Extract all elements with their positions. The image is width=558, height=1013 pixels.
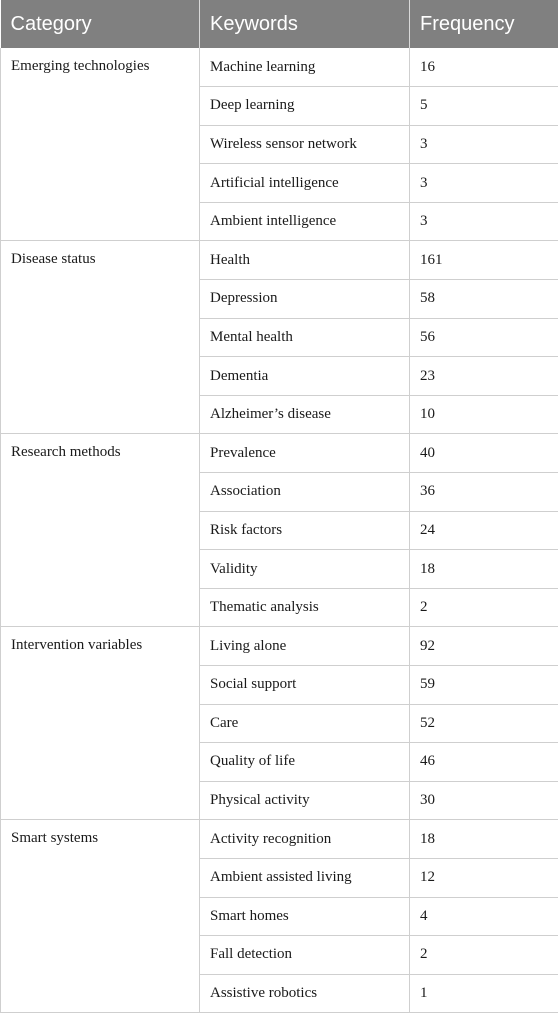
frequency-cell: 58 bbox=[410, 280, 558, 319]
frequency-cell: 30 bbox=[410, 781, 558, 820]
keyword-cell: Machine learning bbox=[200, 48, 410, 87]
frequency-cell: 18 bbox=[410, 820, 558, 859]
keyword-cell: Risk factors bbox=[200, 511, 410, 550]
keyword-cell: Validity bbox=[200, 550, 410, 589]
frequency-cell: 10 bbox=[410, 395, 558, 434]
header-row bbox=[1, 0, 558, 48]
header-keywords: Keywords bbox=[200, 0, 410, 48]
category-cell: Research methods bbox=[1, 434, 200, 627]
category-cell: Intervention variables bbox=[1, 627, 200, 820]
frequency-cell: 23 bbox=[410, 357, 558, 396]
frequency-cell: 4 bbox=[410, 897, 558, 936]
keyword-cell: Physical activity bbox=[200, 781, 410, 820]
frequency-cell: 40 bbox=[410, 434, 558, 473]
category-cell: Emerging technologies bbox=[1, 48, 200, 241]
frequency-cell: 36 bbox=[410, 473, 558, 512]
keyword-cell: Ambient intelligence bbox=[200, 202, 410, 241]
frequency-cell: 3 bbox=[410, 202, 558, 241]
table-row bbox=[1, 434, 558, 473]
frequency-cell: 46 bbox=[410, 743, 558, 782]
keyword-cell: Social support bbox=[200, 666, 410, 705]
keyword-cell: Care bbox=[200, 704, 410, 743]
frequency-cell: 56 bbox=[410, 318, 558, 357]
keyword-cell: Artificial intelligence bbox=[200, 164, 410, 203]
table-row bbox=[1, 241, 558, 280]
table-row bbox=[1, 627, 558, 666]
category-cell: Disease status bbox=[1, 241, 200, 434]
keyword-cell: Deep learning bbox=[200, 87, 410, 126]
frequency-cell: 52 bbox=[410, 704, 558, 743]
keyword-cell: Dementia bbox=[200, 357, 410, 396]
frequency-cell: 12 bbox=[410, 858, 558, 897]
table-row bbox=[1, 820, 558, 859]
frequency-cell: 2 bbox=[410, 936, 558, 975]
frequency-cell: 161 bbox=[410, 241, 558, 280]
table-body bbox=[1, 48, 558, 1013]
table-header bbox=[1, 0, 558, 48]
frequency-cell: 3 bbox=[410, 125, 558, 164]
category-cell: Smart systems bbox=[1, 820, 200, 1013]
frequency-cell: 2 bbox=[410, 588, 558, 627]
frequency-cell: 92 bbox=[410, 627, 558, 666]
keyword-cell: Thematic analysis bbox=[200, 588, 410, 627]
keyword-cell: Smart homes bbox=[200, 897, 410, 936]
table-row bbox=[1, 48, 558, 87]
header-frequency: Frequency bbox=[410, 0, 558, 48]
frequency-cell: 59 bbox=[410, 666, 558, 705]
keyword-cell: Alzheimer’s disease bbox=[200, 395, 410, 434]
frequency-cell: 16 bbox=[410, 48, 558, 87]
keyword-cell: Association bbox=[200, 473, 410, 512]
frequency-cell: 5 bbox=[410, 87, 558, 126]
keyword-cell: Health bbox=[200, 241, 410, 280]
frequency-cell: 1 bbox=[410, 974, 558, 1013]
frequency-cell: 3 bbox=[410, 164, 558, 203]
keyword-cell: Assistive robotics bbox=[200, 974, 410, 1013]
keyword-cell: Fall detection bbox=[200, 936, 410, 975]
keyword-cell: Depression bbox=[200, 280, 410, 319]
keyword-cell: Living alone bbox=[200, 627, 410, 666]
keyword-cell: Prevalence bbox=[200, 434, 410, 473]
keyword-cell: Ambient assisted living bbox=[200, 858, 410, 897]
keyword-cell: Activity recognition bbox=[200, 820, 410, 859]
keyword-cell: Mental health bbox=[200, 318, 410, 357]
keyword-cell: Quality of life bbox=[200, 743, 410, 782]
header-category: Category bbox=[1, 0, 200, 48]
frequency-cell: 24 bbox=[410, 511, 558, 550]
frequency-cell: 18 bbox=[410, 550, 558, 589]
keyword-cell: Wireless sensor network bbox=[200, 125, 410, 164]
